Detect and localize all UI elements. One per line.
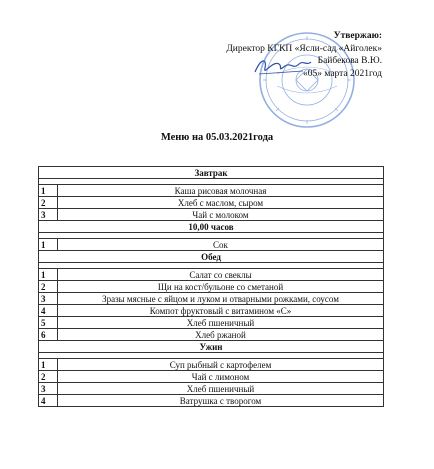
section-header-row bbox=[39, 221, 384, 233]
item-dish: Салат со свеклы bbox=[58, 269, 384, 281]
page-title: Меню на 05.03.2021года bbox=[160, 132, 274, 143]
item-number: 1 bbox=[39, 239, 58, 251]
section-title: 10,00 часов bbox=[39, 221, 384, 233]
menu-item-row bbox=[39, 371, 384, 383]
item-number: 2 bbox=[39, 281, 58, 293]
menu-item-row bbox=[39, 239, 384, 251]
approval-director-line: Директор КГКП «Ясли-сад «Айголек» bbox=[226, 43, 382, 54]
section-header-row bbox=[39, 341, 384, 353]
item-number: 3 bbox=[39, 383, 58, 395]
approval-heading: Утвержаю: bbox=[333, 31, 382, 41]
menu-table bbox=[38, 166, 384, 407]
menu-item-row bbox=[39, 209, 384, 221]
approval-signer: Байбекова В.Ю. bbox=[317, 56, 382, 67]
item-dish: Зразы мясные с яйцом и луком и отварными рожками, соусом bbox=[58, 293, 384, 305]
item-number: 1 bbox=[39, 269, 58, 281]
section-header-row bbox=[39, 167, 384, 179]
item-number: 2 bbox=[39, 197, 58, 209]
item-dish: Каша рисовая молочная bbox=[58, 185, 384, 197]
item-number: 4 bbox=[39, 395, 58, 407]
menu-item-row bbox=[39, 317, 384, 329]
item-number: 1 bbox=[39, 185, 58, 197]
item-dish: Щи на кост/бульоне со сметаной bbox=[58, 281, 384, 293]
approval-date: «05» марта 2021год bbox=[303, 68, 382, 79]
item-number: 6 bbox=[39, 329, 58, 341]
item-number: 2 bbox=[39, 371, 58, 383]
section-header-row bbox=[39, 251, 384, 263]
item-dish: Чай с лимоном bbox=[58, 371, 384, 383]
item-dish: Суп рыбный с картофелем bbox=[58, 359, 384, 371]
item-dish: Хлеб пшеничный bbox=[58, 383, 384, 395]
menu-item-row bbox=[39, 329, 384, 341]
menu-item-row bbox=[39, 359, 384, 371]
item-number: 3 bbox=[39, 293, 58, 305]
section-title: Ужин bbox=[39, 341, 384, 353]
handwritten-signature bbox=[253, 54, 313, 78]
menu-item-row bbox=[39, 269, 384, 281]
menu-item-row bbox=[39, 281, 384, 293]
menu-item-row bbox=[39, 293, 384, 305]
item-dish: Компот фруктовый с витамином «С» bbox=[58, 305, 384, 317]
menu-item-row bbox=[39, 383, 384, 395]
item-number: 4 bbox=[39, 305, 58, 317]
section-title: Обед bbox=[39, 251, 384, 263]
section-title: Завтрак bbox=[39, 167, 384, 179]
item-dish: Хлеб пшеничный bbox=[58, 317, 384, 329]
item-number: 1 bbox=[39, 359, 58, 371]
item-dish: Хлеб с маслом, сыром bbox=[58, 197, 384, 209]
menu-table-body bbox=[39, 167, 384, 407]
item-number: 5 bbox=[39, 317, 58, 329]
menu-item-row bbox=[39, 185, 384, 197]
item-number: 3 bbox=[39, 209, 58, 221]
menu-item-row bbox=[39, 305, 384, 317]
item-dish: Сок bbox=[58, 239, 384, 251]
item-dish: Чай с молоком bbox=[58, 209, 384, 221]
menu-item-row bbox=[39, 197, 384, 209]
menu-item-row bbox=[39, 395, 384, 407]
item-dish: Ватрушка с творогом bbox=[58, 395, 384, 407]
item-dish: Хлеб ржаной bbox=[58, 329, 384, 341]
